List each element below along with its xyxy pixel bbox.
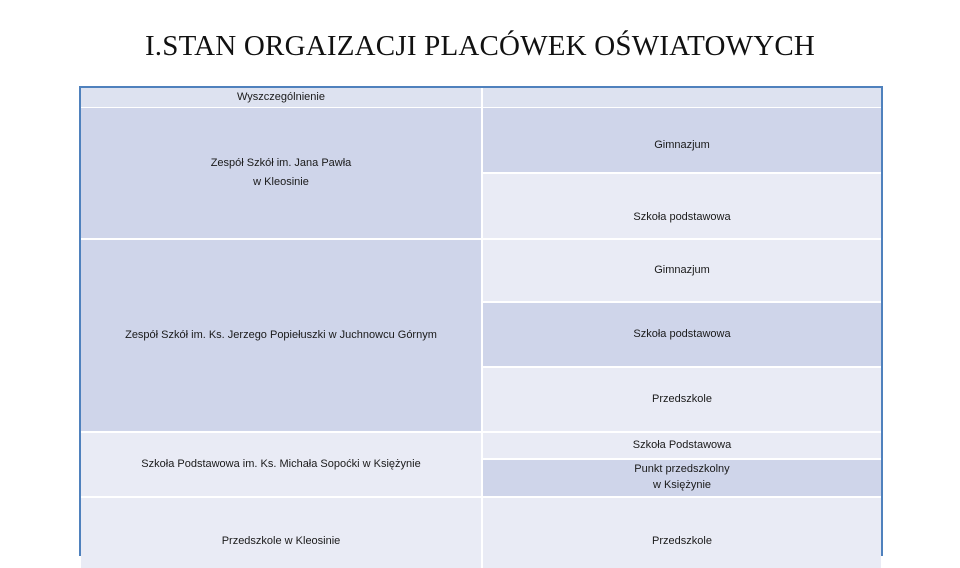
unit-label: Gimnazjum [654, 138, 710, 151]
unit-label-line1: Punkt przedszkolny [634, 463, 730, 476]
page-title: I.STAN ORGAIZACJI PLACÓWEK OŚWIATOWYCH [144, 30, 816, 62]
organization-table [79, 86, 883, 556]
table-border [79, 86, 883, 88]
unit-cell [483, 460, 881, 496]
school-name: Szkoła Podstawowa im. Ks. Michała Sopoćki w Księżynie [141, 458, 421, 471]
header-cell-description [81, 88, 481, 107]
unit-cell [483, 108, 881, 172]
table-border [79, 86, 81, 556]
row-name-zespol-juchnowiec [81, 240, 481, 431]
school-name: Przedszkole w Kleosinie [221, 534, 341, 547]
unit-label: Przedszkole [652, 534, 712, 547]
unit-label: Przedszkole [652, 393, 712, 406]
unit-cell [483, 303, 881, 366]
unit-cell [483, 240, 881, 301]
school-name-line1: Zespół Szkół im. Jana Pawła [210, 157, 352, 170]
table-border [881, 86, 883, 556]
unit-cell [483, 368, 881, 431]
unit-label: Szkoła podstawowa [633, 210, 731, 223]
row-name-zespol-kleosin [81, 108, 481, 238]
school-name-line2: w Kleosinie [253, 176, 309, 188]
header-cell-unit [483, 88, 881, 107]
row-name-sp-ksiezyno [81, 433, 481, 496]
unit-label: Gimnazjum [654, 264, 710, 277]
unit-label-line2: w Księżynie [652, 479, 712, 491]
unit-cell [483, 433, 881, 458]
school-name: Zespół Szkół im. Ks. Jerzego Popiełuszki w Juchnowcu Górnym [125, 329, 437, 342]
unit-cell [483, 174, 881, 238]
unit-label: Szkoła Podstawowa [632, 439, 732, 452]
unit-cell [483, 498, 881, 568]
header-label: Wyszczególnienie [237, 91, 325, 104]
unit-label: Szkoła podstawowa [633, 328, 731, 341]
row-name-przedszkole-kleosin [81, 498, 481, 568]
